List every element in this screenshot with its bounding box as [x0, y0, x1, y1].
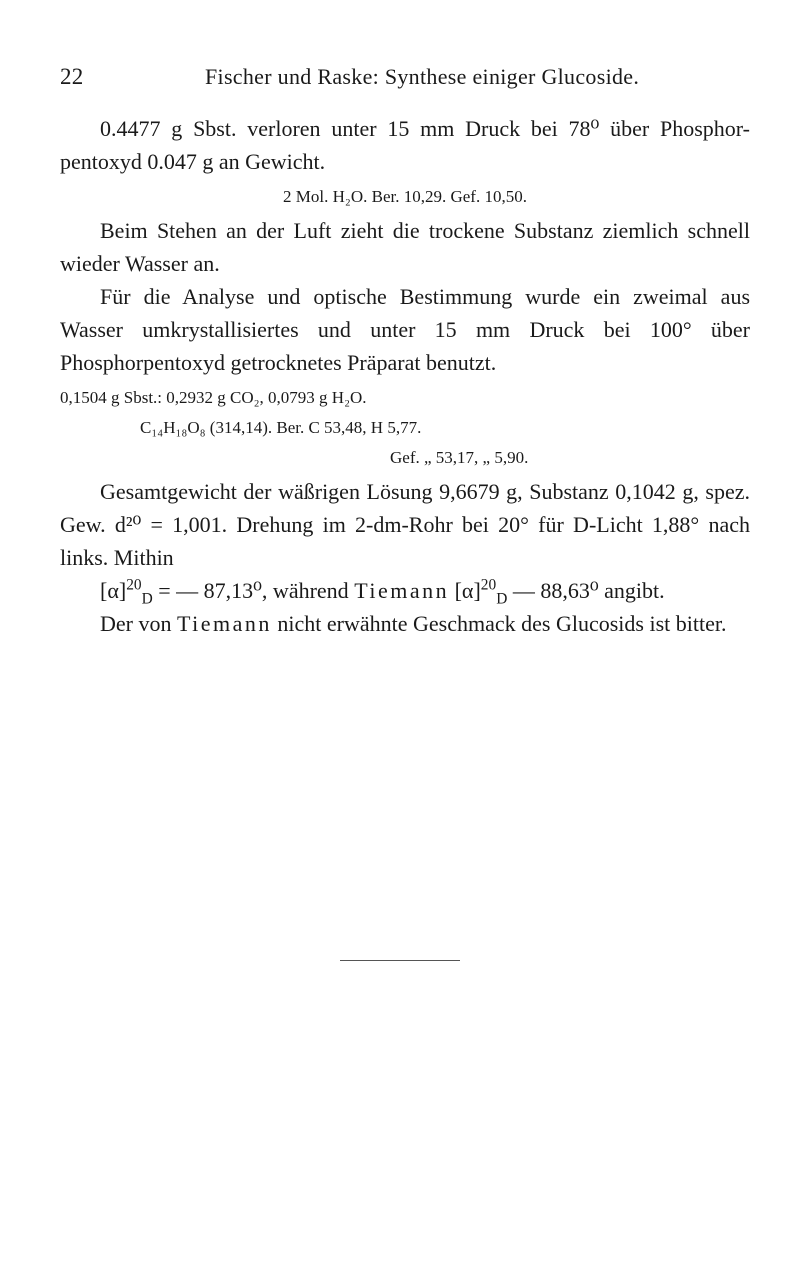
paragraph-weight-loss: 0.4477 g Sbst. verloren unter 15 mm Druck bei 78⁰ über Phosphor-pentoxyd 0.047 g an Gewicht.: [60, 116, 750, 174]
body-text: [60, 112, 750, 640]
d-sub-1: D: [141, 590, 153, 608]
end-rule-divider: [340, 960, 460, 961]
author-name-tiemann-2: Tiemann: [176, 611, 272, 636]
taste-text-pre: Der von: [100, 611, 177, 636]
author-name-tiemann: Tiemann: [354, 578, 450, 603]
elemental-analysis: [60, 383, 750, 473]
analysis-calculated-line: C₁₄H₁₈O₈ (314,14). Ber. C 53,48, H 5,77.: [140, 418, 422, 437]
analysis-sample-line: 0,1504 g Sbst.: 0,2932 g CO₂, 0,0793 g H₂O.: [60, 388, 367, 407]
literature-value-text: — 88,63⁰ angibt.: [507, 578, 665, 603]
paragraph-optical-rotation: Gesamtgewicht der wäßrigen Lösung 9,6679 g, Substanz 0,1042 g, spez. Gew. d²⁰ = 1,001. Drehung im 2-dm-Rohr bei 20° für D-Licht 1,88° nach links. Mithin: [60, 479, 750, 570]
paragraph-taste: [60, 607, 750, 640]
taste-text-post: nicht erwähnte Geschmack des Glucosids ist bitter.: [271, 611, 727, 636]
temp-sup-1: 20: [126, 576, 142, 594]
analysis-found-line: Gef. „ 53,17, „ 5,90.: [390, 448, 529, 467]
rotation-value-text: = — 87,13⁰, während: [152, 578, 355, 603]
alpha-symbol-2: [α]: [449, 578, 481, 603]
alpha-symbol-1: [α]: [100, 578, 127, 603]
page-number: 22: [60, 64, 84, 89]
water-calculation: 2 Mol. H₂O. Ber. 10,29. Gef. 10,50.: [283, 187, 527, 206]
running-title: Fischer und Raske: Synthese einiger Glucoside.: [205, 64, 640, 89]
paragraph-air-exposure: Beim Stehen an der Luft zieht die trockene Substanz ziemlich schnell wieder Wasser an.: [60, 218, 750, 276]
specific-rotation-line: [60, 574, 750, 607]
paragraph-analysis-prep: Für die Analyse und optische Bestimmung wurde ein zweimal aus Wasser umkrystallisiertes und unter 15 mm Druck bei 100° über Phosphorpentoxyd getrocknetes Präparat benutzt.: [60, 284, 750, 375]
d-sub-2: D: [496, 590, 508, 608]
temp-sup-2: 20: [480, 576, 497, 594]
